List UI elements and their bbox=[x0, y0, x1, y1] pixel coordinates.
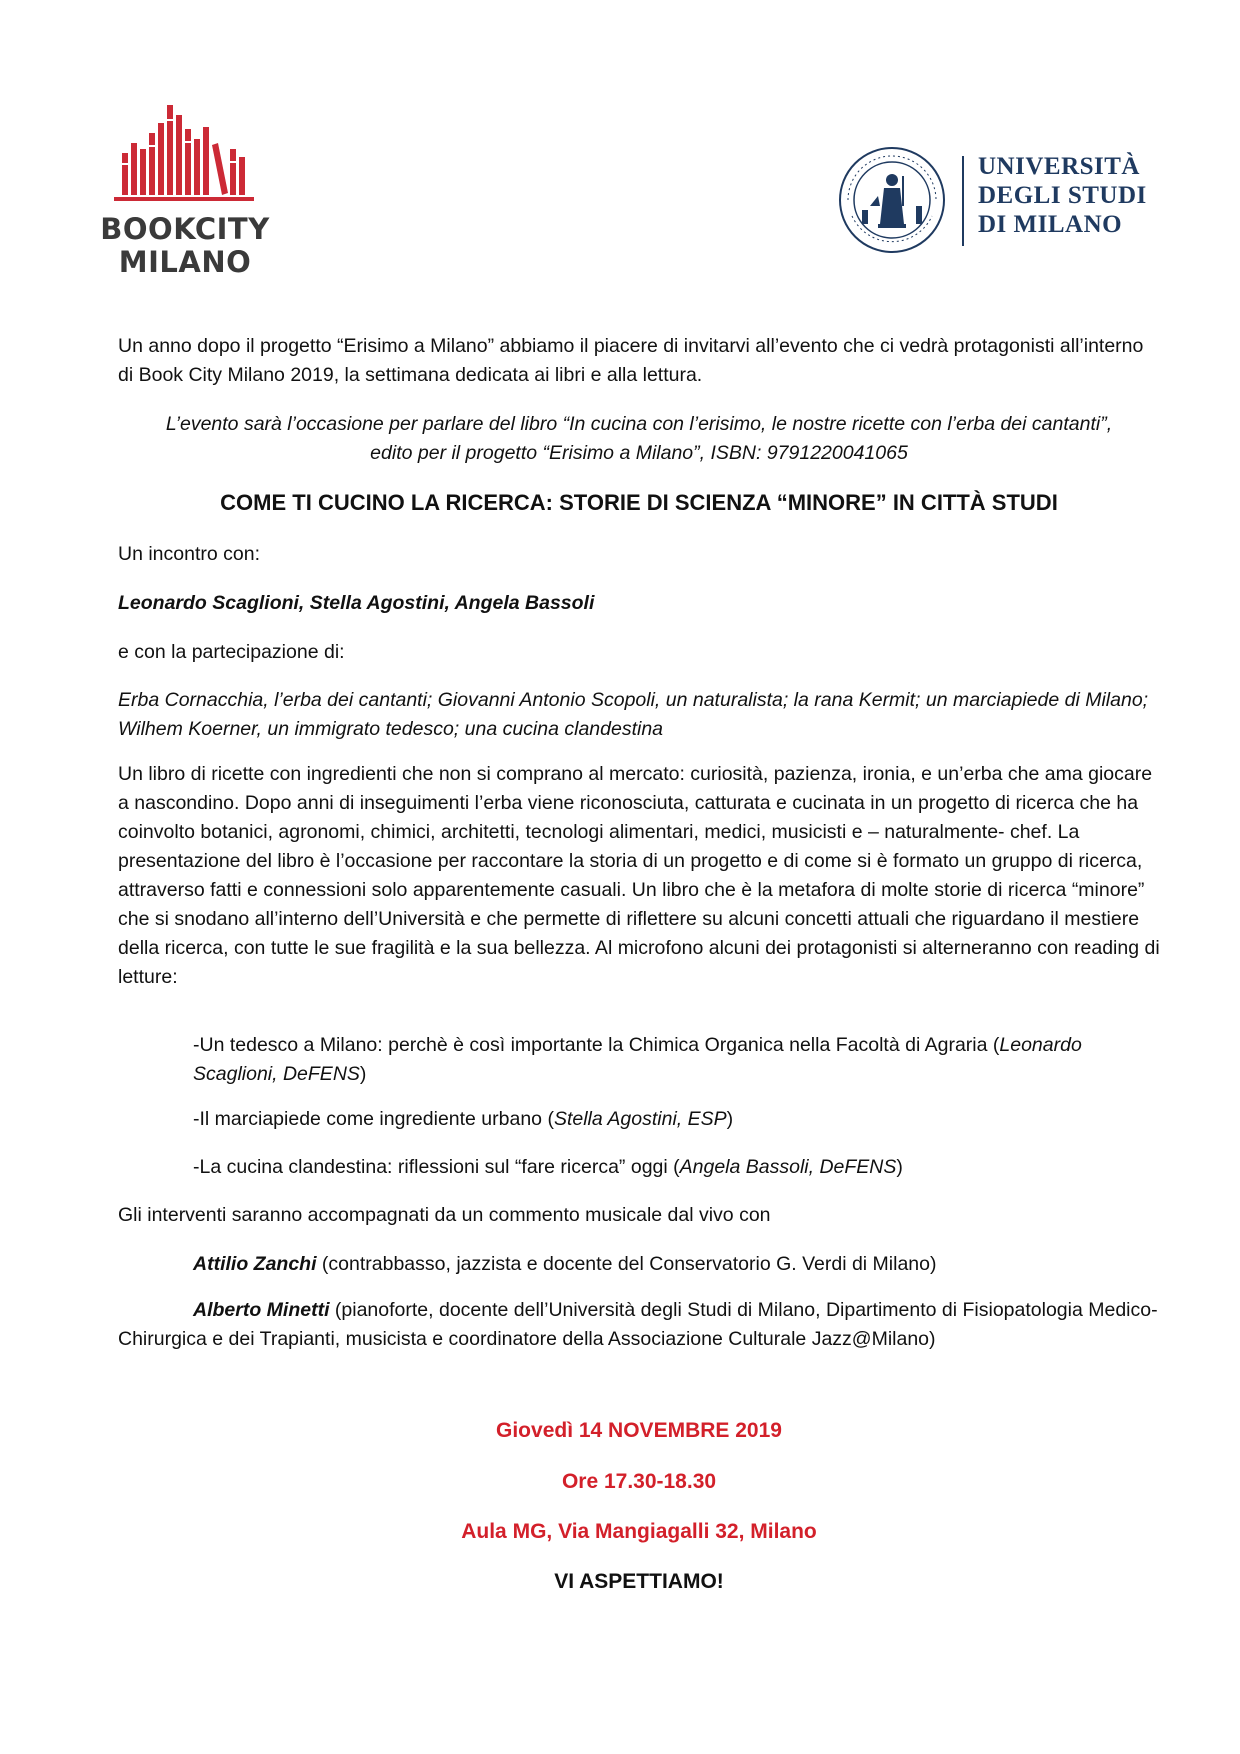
book-paragraph bbox=[118, 410, 1160, 468]
reading-close: ) bbox=[896, 1156, 903, 1178]
bookcity-books-icon bbox=[100, 105, 270, 210]
participation-label: e con la partecipazione di: bbox=[118, 641, 345, 663]
logo-divider bbox=[962, 156, 964, 246]
reading-author: Stella Agostini, ESP bbox=[553, 1108, 727, 1130]
description-paragraph: Un libro di ricette con ingredienti che non si comprano al mercato: curiosità, pazienza, ironia, e un’erba che ama giocare a nascondino. Dopo anni di inseguimenti l’erba viene riconosciuta, catturata e cucinata in un progetto di ricerca che ha coinvolto botanici, agronomi, chimici, architetti, tecnologi alimentari, medici, musicisti e – naturalmente- chef. La presentazione del libro è l’occasione per raccontare la storia di un progetto e di come si è formato un gruppo di ricerca, attraverso fatti e connessioni solo apparentemente casuali. Un libro che è la metafora di molte storie di ricerca “minore” che si snodano all’interno dell’Università e che permette di riflettere su alcuni concetti attuali che riguardano il mestiere della ricerca, con tutte le sue fragilità e la sua bellezza. Al microfono alcuni dei protagonisti si alterneranno con reading di letture: bbox=[118, 763, 1160, 988]
closing-line: VI ASPETTIAMO! bbox=[554, 1570, 724, 1593]
university-name-line2: DEGLI STUDI bbox=[978, 182, 1147, 209]
university-name-line3: DI MILANO bbox=[978, 211, 1123, 238]
book-line-1: L’evento sarà l’occasione per parlare del libro “In cucina con l’erisimo, le nostre ricette con l’erba dei cantanti”, bbox=[165, 413, 1113, 435]
music-intro: Gli interventi saranno accompagnati da un commento musicale dal vivo con bbox=[118, 1204, 771, 1226]
bookcity-logo-line2: MILANO bbox=[118, 245, 252, 279]
reading-close: ) bbox=[726, 1108, 734, 1130]
intro-paragraph: Un anno dopo il progetto “Erisimo a Milano” abbiamo il piacere di invitarvi all’evento che ci vedrà protagonisti all’interno di Book City Milano 2019, la settimana dedicata ai libri e alla lettura. bbox=[118, 335, 1144, 386]
university-name-line1: UNIVERSITÀ bbox=[978, 153, 1140, 180]
reading-item bbox=[193, 1105, 1160, 1134]
reading-text: -La cucina clandestina: riflessioni sul “fare ricerca” oggi ( bbox=[193, 1156, 680, 1178]
event-title: COME TI CUCINO LA RICERCA: STORIE DI SCIENZA “MINORE” IN CITTÀ STUDI bbox=[220, 490, 1058, 515]
event-date: Giovedì 14 NOVEMBRE 2019 bbox=[496, 1419, 782, 1442]
performer-1 bbox=[118, 1250, 1160, 1279]
performer-2-role: (pianoforte, docente dell’Università degli Studi di Milano, Dipartimento di Fisiopatologia Medico-Chirurgica e dei Trapianti, musicista e coordinatore della Associazione Culturale Jazz@Milano) bbox=[118, 1299, 1158, 1350]
reading-item bbox=[193, 1031, 1160, 1089]
speakers: Leonardo Scaglioni, Stella Agostini, Angela Bassoli bbox=[118, 592, 595, 614]
bookcity-logo bbox=[100, 105, 270, 277]
meeting-label: Un incontro con: bbox=[118, 543, 260, 565]
reading-text: -Un tedesco a Milano: perchè è così importante la Chimica Organica nella Facoltà di Agraria ( bbox=[193, 1034, 1000, 1056]
reading-author: Angela Bassoli, DeFENS bbox=[679, 1156, 897, 1178]
bookcity-logo-line1: BOOKCITY bbox=[100, 212, 270, 246]
university-name bbox=[978, 152, 1147, 239]
participants: Erba Cornacchia, l’erba dei cantanti; Giovanni Antonio Scopoli, un naturalista; la rana Kermit; un marciapiede di Milano; Wilhem Koerner, un immigrato tedesco; una cucina clandestina bbox=[118, 689, 1149, 740]
event-place: Aula MG, Via Mangiagalli 32, Milano bbox=[461, 1520, 817, 1543]
book-line-2: edito per il progetto “Erisimo a Milano”, ISBN: 9791220041065 bbox=[370, 442, 908, 464]
reading-author: Leonardo Scaglioni, DeFENS bbox=[193, 1034, 1082, 1085]
performer-1-name: Attilio Zanchi bbox=[193, 1253, 317, 1275]
performer-2 bbox=[118, 1296, 1160, 1354]
reading-item bbox=[193, 1153, 1160, 1182]
unimi-logo bbox=[838, 146, 1158, 258]
university-seal-icon bbox=[838, 146, 946, 254]
performer-1-role: (contrabbasso, jazzista e docente del Conservatorio G. Verdi di Milano) bbox=[316, 1253, 937, 1275]
performer-2-name: Alberto Minetti bbox=[193, 1299, 330, 1321]
event-time: Ore 17.30-18.30 bbox=[561, 1470, 717, 1493]
reading-text: -Il marciapiede come ingrediente urbano ( bbox=[193, 1108, 554, 1130]
reading-close: ) bbox=[359, 1063, 367, 1085]
